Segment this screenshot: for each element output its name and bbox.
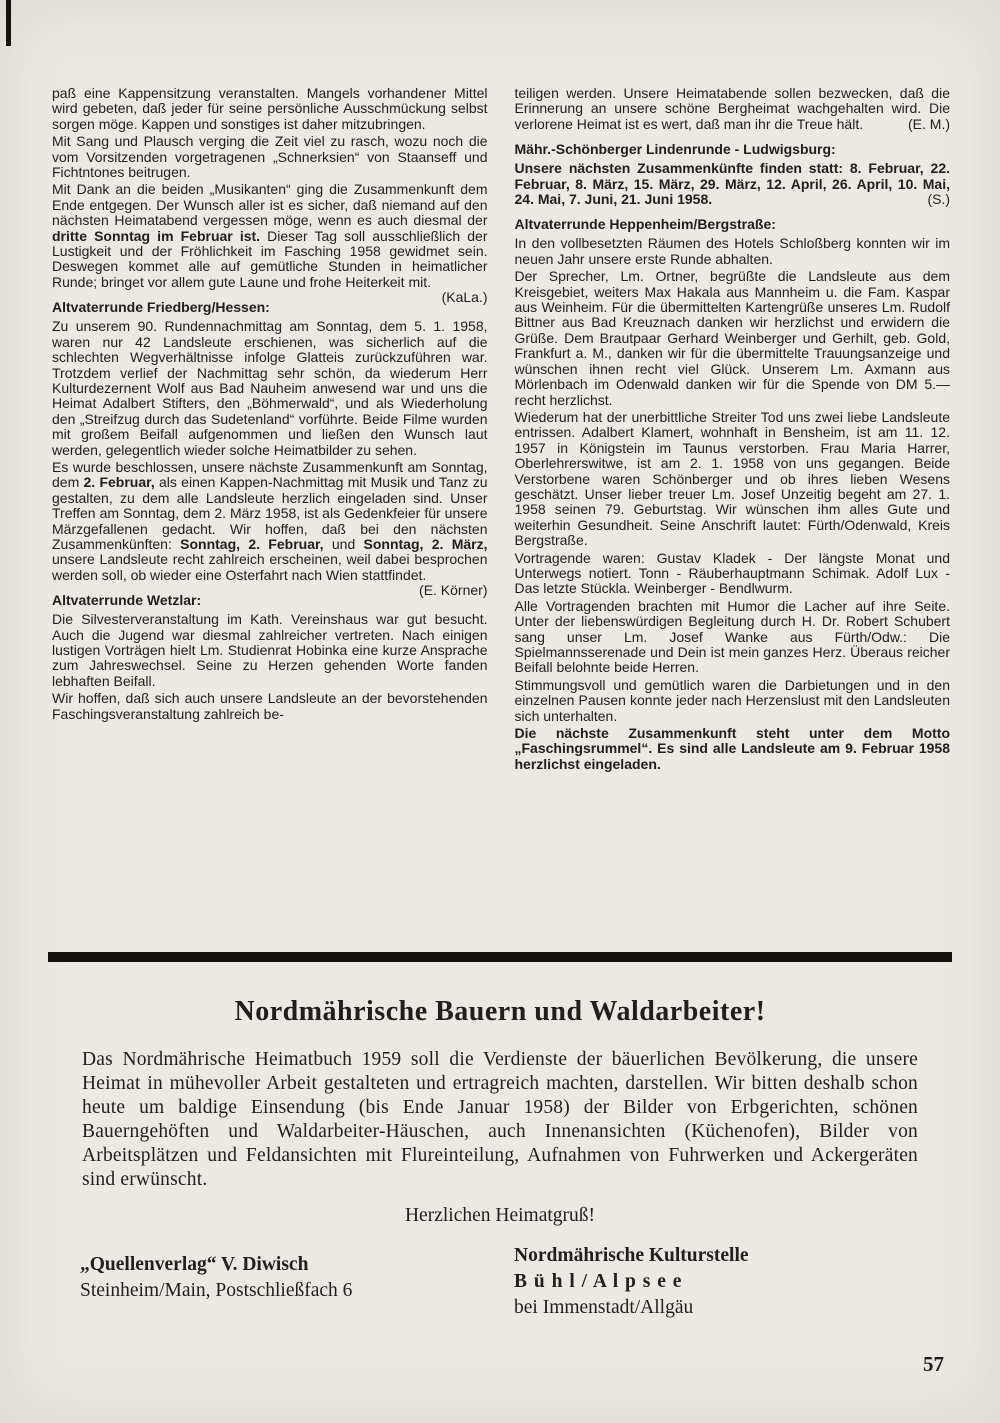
publisher-address	[80, 1252, 352, 1304]
paragraph: Wir hoffen, daß sich auch unsere Landsleute an der bevorstehenden Faschingsveranstaltung zahlreich be-	[52, 690, 488, 722]
paragraph: Die nächste Zusammenkunft steht unter dem Motto „Faschingsrummel“. Es sind alle Landsleute am 9. Februar 1958 herzlichst eingeladen.	[514, 725, 950, 772]
section-heading-heppenheim: Altvaterrunde Heppenheim/Bergstraße:	[514, 216, 776, 233]
paragraph: Vortragende waren: Gustav Kladek - Der längste Monat und Unterwegs notiert. Tonn - Räuberhauptmann Schimak. Adolf Lux - Das letzte Stückla. Weinberger - Bendlwurm.	[514, 549, 950, 597]
scan-edge-mark	[6, 0, 11, 46]
announcement-body: Das Nordmährische Heimatbuch 1959 soll die Verdienste der bäuerlichen Bevölkerung, die unsere Heimat in mühevoller Arbeit gestalteten und ertragreich machten, darstellen. Wir bitten deshalb schon heute um baldige Einsendung (bis Ende Januar 1958) der Bilder von Erbgerichten, schönen Bauerngehöften und Waldarbeiter-Häuschen, auch Innenansichten (Küchenofen), Bilder von Arbeitsplätzen und Feldansichten mit Flureinteilung, Aufnahmen von Fuhrwerken und Ackergeräten sind erwünscht.	[82, 1049, 918, 1190]
address-row	[80, 1243, 920, 1321]
paragraph: Stimmungsvoll und gemütlich waren die Darbietungen und in den einzelnen Pausen konnte jeder nach Herzenslust mit den Landsleuten sich unterhalten.	[514, 676, 950, 724]
kulturstelle-location: bei Immenstadt/Allgäu	[514, 1297, 694, 1318]
paragraph: Mit Dank an die beiden „Musikanten“ ging die Zusammenkunft dem Ende entgegen. Der Wunsch aller ist es sicher, daß niemand auf den nächsten Heimatabend vergessen möge, wenn es auch diesmal der dritte Sonntag im Februar ist. Dieser Tag soll ausschließlich der Lustigkeit und der Fröhlichkeit im Fasching 1958 gewidmet sein. Deswegen kommet alle auf gemütliche Stunden in heimatlicher Runde; bringet vor allem gute Laune und frohe Heiterkeit mit. (KaLa.)	[52, 181, 488, 306]
paragraph: paß eine Kappensitzung veranstalten. Mangels vorhandener Mittel wird gebeten, daß jeder für seine persönliche Ausschmückung selbst sorgen möge. Kappen und sonstiges ist daher mitzubringen.	[52, 85, 488, 132]
announcement-greeting: Herzlichen Heimatgruß!	[404, 1205, 596, 1226]
two-column-text	[52, 86, 950, 774]
kulturstelle-place: B ü h l / A l p s e e	[514, 1271, 683, 1292]
kulturstelle-address	[514, 1243, 920, 1321]
publisher-name: „Quellenverlag“ V. Diwisch	[80, 1254, 309, 1275]
paragraph: Es wurde beschlossen, unsere nächste Zusammenkunft am Sonntag, dem 2. Februar, als einen Kappen-Nachmittag mit Musik und Tanz zu gestalten, zu dem alle Landsleute herzlich eingeladen sind. Unser Treffen am Sonntag, dem 2. März 1958, ist als Gedenkfeier für unsere Märzgefallenen gedacht. Wir hoffen, daß bei den nächsten Zusammenkünften: Sonntag, 2. Februar, und Sonntag, 2. März, unsere Landsleute recht zahlreich erscheinen, weil dabei besprochen werden soll, ob wieder eine Osterfahrt nach Wien stattfindet. (E. Körner)	[52, 458, 488, 599]
paragraph: Unsere nächsten Zusammenkünfte finden statt: 8. Februar, 22. Februar, 8. März, 15. März, 29. März, 12. April, 26. April, 10. Mai, 24. Mai, 7. Juni, 21. Juni 1958. (S.)	[514, 160, 950, 208]
section-divider-bar	[48, 952, 952, 962]
paragraph: Wiederum hat der unerbittliche Streiter Tod uns zwei liebe Landsleute entrissen. Adalbert Klamert, wohnhaft in Bensheim, ist am 11. 12. 1957 in Königstein im Taunus verstorben. Frau Maria Harrer, Oberlehrerswitwe, ist am 2. 1. 1958 von uns gegangen. Beide Verstorbene waren Schönberger und ob ihres lieben Wesens geschätzt. Unser lieber treuer Lm. Josef Unzeitig begeht am 27. 1. 1958 seinen 79. Geburtstag. Wir wünschen ihm alles Gute und weiterhin Gesundheit. Seine Anschrift lautet: Fürth/Odenwald, Kreis Bergstraße.	[514, 408, 950, 549]
paragraph: Die Silvesterveranstaltung im Kath. Vereinshaus war gut besucht. Auch die Jugend war diesmal zahlreicher vertreten. Nach einigen lustigen Vorträgen hielt Lm. Studienrat Hobinka eine kurze Ansprache zum Jahreswechsel. Seine zu Herzen gehenden Worte fanden lebhaften Beifall.	[52, 611, 488, 689]
right-column	[515, 86, 951, 774]
paragraph: In den vollbesetzten Räumen des Hotels Schloßberg konnten wir im neuen Jahr unsere erste Runde abhalten.	[514, 235, 950, 267]
kulturstelle-name: Nordmährische Kulturstelle	[514, 1245, 749, 1266]
page-number: 57	[923, 1352, 944, 1376]
announcement-title: Nordmährische Bauern und Waldarbeiter!	[234, 996, 766, 1027]
paragraph: teiligen werden. Unsere Heimatabende sollen bezwecken, daß die Erinnerung an unsere schöne Bergheimat wachgehalten wird. Die verlorene Heimat ist es wert, daß man ihr die Treue hält. (E. M.)	[514, 85, 950, 132]
section-heading-wetzlar: Altvaterrunde Wetzlar:	[52, 592, 202, 609]
paragraph: Alle Vortragenden brachten mit Humor die Lacher auf ihre Seite. Unter der liebenswürdigen Begleitung durch H. Dr. Robert Schubert sang unser Lm. Josef Wanke aus Fürth/Odw.: Die Spielmannsserenade und Dein ist mein ganzes Herz. Überaus reicher Beifall belohnte beide Herren.	[514, 597, 950, 676]
publisher-location: Steinheim/Main, Postschließfach 6	[80, 1280, 353, 1301]
section-heading-lindenrunde: Mähr.-Schönberger Lindenrunde - Ludwigsburg:	[514, 141, 836, 158]
paragraph: Der Sprecher, Lm. Ortner, begrüßte die Landsleute aus dem Kreisgebiet, weiters Max Hakala aus Mannheim u. die Fam. Kaspar aus Weinheim. Für die übermittelten Kartengrüße unseres Lm. Rudolf Bittner aus Bad Kreuznach danken wir herzlichst und erwidern die Grüße. Dem Brautpaar Gerhard Weinberger und Gerhilt, geb. Gold, Frankfurt a. M., danken wir für die übermittelte Trauungsanzeige und wünschen ihnen recht viel Glück. Unserem Lm. Axmann aus Mörlenbach im Odenwald danken wir für die Spende von DM 5.— recht herzlichst.	[514, 268, 950, 408]
left-column	[52, 86, 488, 774]
announcement-section	[0, 978, 1000, 1321]
paragraph: Zu unserem 90. Rundennachmittag am Sonntag, dem 5. 1. 1958, waren nur 42 Landsleute erschienen, was sicherlich auf die schlechten Wegverhältnisse infolge Glatteis zurückzuführen war. Trotzdem verlief der Nachmittag sehr schön, da wiederum Herr Kulturdezernent Wolf aus Bad Nauheim anwesend war und uns die Heimat Adalbert Stifters, den „Böhmerwald“, und als Wiederholung den „Streifzug durch das Sudetenland“ vorführte. Beide Filme wurden mit großem Beifall aufgenommen und ließen den Wunsch laut werden, gelegentlich wieder solche Heimatbilder zu sehen.	[52, 318, 488, 458]
section-heading-friedberg: Altvaterrunde Friedberg/Hessen:	[52, 299, 270, 316]
paragraph: Mit Sang und Plausch verging die Zeit viel zu rasch, wozu noch die vom Vorsitzenden vorgetragenen „Schnerksien“ von Staanseff und Fichtntones beitrugen.	[52, 133, 488, 181]
